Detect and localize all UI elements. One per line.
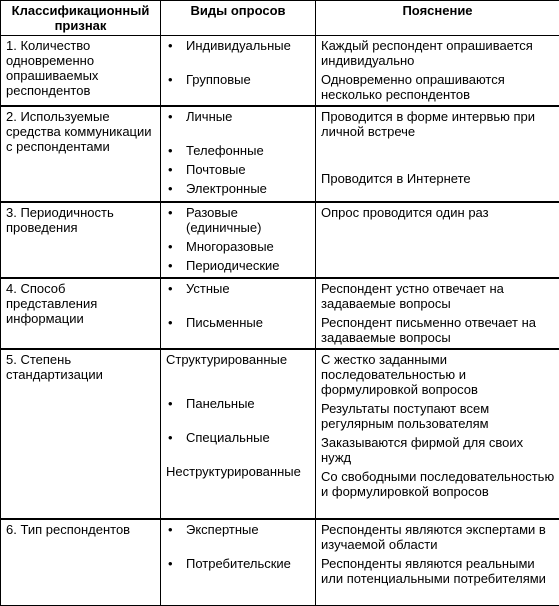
criterion-cell: 6. Тип респондентов bbox=[1, 519, 161, 605]
explanation-cell bbox=[316, 36, 559, 107]
header-explanation: Пояснение bbox=[316, 1, 559, 36]
list-item: • Панельные bbox=[166, 396, 311, 411]
explanation-cell bbox=[316, 349, 559, 519]
explanation-text: Заказываются фирмой для своих нужд bbox=[321, 435, 555, 465]
list-item: • Периодические bbox=[166, 258, 311, 273]
explanation-cell bbox=[316, 106, 559, 202]
list-item: Структурированные bbox=[166, 352, 311, 367]
explanation-text: Опрос проводится один раз bbox=[321, 205, 555, 220]
explanation-text: Проводится в Интернете bbox=[321, 171, 555, 186]
types-cell bbox=[161, 202, 316, 278]
explanation-text: Респонденты являются реальными или потенциальными потребителями bbox=[321, 556, 555, 586]
list-item: • Письменные bbox=[166, 315, 311, 330]
explanation-text: Одновременно опрашиваются несколько респондентов bbox=[321, 72, 555, 102]
criterion-cell: 2. Используемые средства коммуникации с респондентами bbox=[1, 106, 161, 202]
header-survey-types: Виды опросов bbox=[161, 1, 316, 36]
explanation-cell bbox=[316, 519, 559, 605]
explanation-text: Респонденты являются экспертами в изучаемой области bbox=[321, 522, 555, 552]
list-item: • Почтовые bbox=[166, 162, 311, 177]
bullet-icon: • bbox=[166, 556, 186, 571]
explanation-text: Респондент письменно отвечает на задаваемые вопросы bbox=[321, 315, 555, 345]
bullet-icon: • bbox=[166, 522, 186, 537]
explanation-text: Респондент устно отвечает на задаваемые вопросы bbox=[321, 281, 555, 311]
types-cell bbox=[161, 106, 316, 202]
list-item: • Телефонные bbox=[166, 143, 311, 158]
bullet-icon: • bbox=[166, 396, 186, 411]
list-item: • Экспертные bbox=[166, 522, 311, 537]
bullet-icon: • bbox=[166, 72, 186, 87]
list-item: • Многоразовые bbox=[166, 239, 311, 254]
types-cell bbox=[161, 278, 316, 349]
table-row bbox=[1, 202, 559, 278]
bullet-icon: • bbox=[166, 315, 186, 330]
table-row bbox=[1, 349, 559, 519]
list-item: • Разовые (единичные) bbox=[166, 205, 311, 235]
table-row bbox=[1, 278, 559, 349]
list-item: • Индивидуальные bbox=[166, 38, 311, 53]
bullet-icon: • bbox=[166, 281, 186, 296]
list-item: • Специальные bbox=[166, 430, 311, 445]
bullet-icon: • bbox=[166, 205, 186, 220]
list-item: Неструктурированные bbox=[166, 464, 311, 479]
bullet-icon: • bbox=[166, 143, 186, 158]
types-cell bbox=[161, 349, 316, 519]
table-row bbox=[1, 519, 559, 605]
list-item: • Электронные bbox=[166, 181, 311, 196]
table-row bbox=[1, 36, 559, 107]
explanation-text: Каждый респондент опрашивается индивидуально bbox=[321, 38, 555, 68]
bullet-icon: • bbox=[166, 430, 186, 445]
bullet-icon: • bbox=[166, 258, 186, 273]
types-cell bbox=[161, 36, 316, 107]
list-item: • Групповые bbox=[166, 72, 311, 87]
list-item: • Потребительские bbox=[166, 556, 311, 571]
header-criterion: Классификационный признак bbox=[1, 1, 161, 36]
explanation-text: Результаты поступают всем регулярным пользователям bbox=[321, 401, 555, 431]
explanation-text: Проводится в форме интервью при личной встрече bbox=[321, 109, 555, 139]
explanation-text: С жестко заданными последовательностью и формулировкой вопросов bbox=[321, 352, 555, 397]
bullet-icon: • bbox=[166, 162, 186, 177]
header-row bbox=[1, 1, 559, 36]
bullet-icon: • bbox=[166, 239, 186, 254]
table-row bbox=[1, 106, 559, 202]
bullet-icon: • bbox=[166, 109, 186, 124]
list-item: • Устные bbox=[166, 281, 311, 296]
criterion-cell: 3. Периодичность проведения bbox=[1, 202, 161, 278]
types-cell bbox=[161, 519, 316, 605]
criterion-cell: 4. Способ представления информации bbox=[1, 278, 161, 349]
bullet-icon: • bbox=[166, 38, 186, 53]
explanation-cell bbox=[316, 202, 559, 278]
explanation-cell bbox=[316, 278, 559, 349]
bullet-icon: • bbox=[166, 181, 186, 196]
explanation-text: Со свободными последовательностью и формулировкой вопросов bbox=[321, 469, 555, 499]
criterion-cell: 5. Степень стандартизации bbox=[1, 349, 161, 519]
criterion-cell: 1. Количество одновременно опрашиваемых респондентов bbox=[1, 36, 161, 107]
list-item: • Личные bbox=[166, 109, 311, 124]
